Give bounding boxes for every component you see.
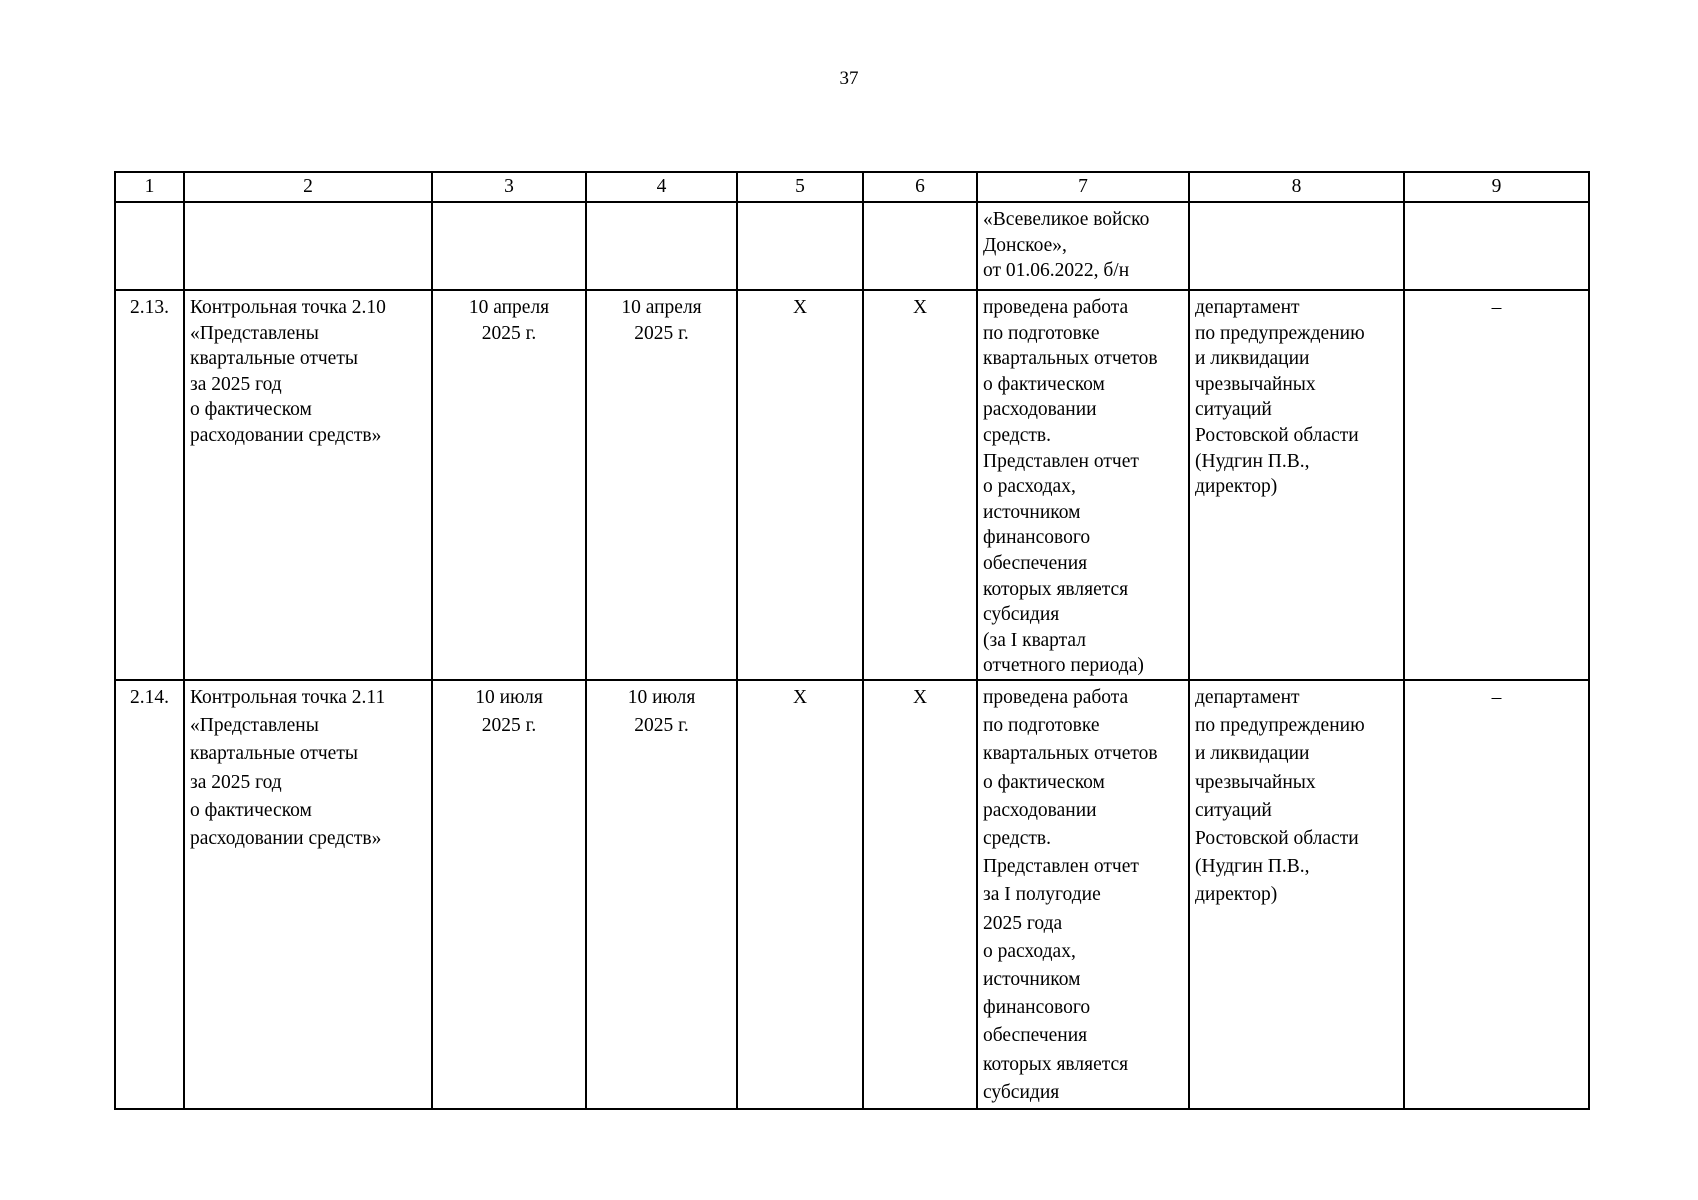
table-cell [586,202,737,290]
continuation-text: «Всевеликое войско Донское», от 01.06.2022, б/н [983,209,1150,282]
responsible-party [1189,290,1404,680]
header-cell-4: 4 [586,172,737,202]
table-cell [432,202,586,290]
fact-date-text: 10 апреля 2025 г. [621,297,702,344]
header-cell-1: 1 [115,172,184,202]
fact-date [586,290,737,680]
header-cell-8: 8 [1189,172,1404,202]
header-cell-2: 2 [184,172,432,202]
fact-date [586,680,737,1109]
col9-value: – [1404,680,1589,1109]
header-cell-3: 3 [432,172,586,202]
table-cell-result [977,202,1189,290]
table-cell [1404,202,1589,290]
control-point-text: Контрольная точка 2.10 «Представлены квартальные отчеты за 2025 год о фактическом расходовании средств» [190,297,386,446]
col5-value: X [737,680,863,1109]
header-cell-5: 5 [737,172,863,202]
header-cell-9: 9 [1404,172,1589,202]
page-number: 37 [839,68,859,89]
col6-value: X [863,680,977,1109]
table-row [115,680,1589,1109]
table-header-row [115,172,1589,202]
col6-value: X [863,290,977,680]
col5-value: X [737,290,863,680]
plan-date [432,290,586,680]
control-point-text: Контрольная точка 2.11 «Представлены квартальные отчеты за 2025 год о фактическом расходовании средств» [190,687,386,850]
responsible-party [1189,680,1404,1109]
result-text: проведена работа по подготовке квартальных отчетов о фактическом расходовании средств. Представлен отчет за I полугодие 2025 года о расходах, источником финансового обеспечения которых является субсидия [983,687,1158,1103]
col9-value: – [1404,290,1589,680]
table-cell [1189,202,1404,290]
result-description [977,680,1189,1109]
table-cell [737,202,863,290]
table-cell [115,202,184,290]
table-cell [184,202,432,290]
result-description [977,290,1189,680]
plan-date [432,680,586,1109]
result-text: проведена работа по подготовке квартальных отчетов о фактическом расходовании средств. Представлен отчет о расходах, источником финансового обеспечения которых является субсидия (за I квартал отчетного периода) [983,297,1158,677]
table-row [115,290,1589,680]
plan-date-text: 10 апреля 2025 г. [468,297,550,344]
header-cell-6: 6 [863,172,977,202]
plan-date-text: 10 июля 2025 г. [475,687,543,737]
responsible-text: департамент по предупреждению и ликвидации чрезвычайных ситуаций Ростовской области (Нудгин П.В., директор) [1195,297,1365,498]
row-number: 2.13. [115,290,184,680]
header-cell-7: 7 [977,172,1189,202]
table-row-continuation [115,202,1589,290]
table-cell [863,202,977,290]
fact-date-text: 10 июля 2025 г. [627,687,696,737]
row-number: 2.14. [115,680,184,1109]
report-table [114,171,1590,1110]
control-point-name [184,290,432,680]
responsible-text: департамент по предупреждению и ликвидации чрезвычайных ситуаций Ростовской области (Нудгин П.В., директор) [1195,687,1365,906]
control-point-name [184,680,432,1109]
